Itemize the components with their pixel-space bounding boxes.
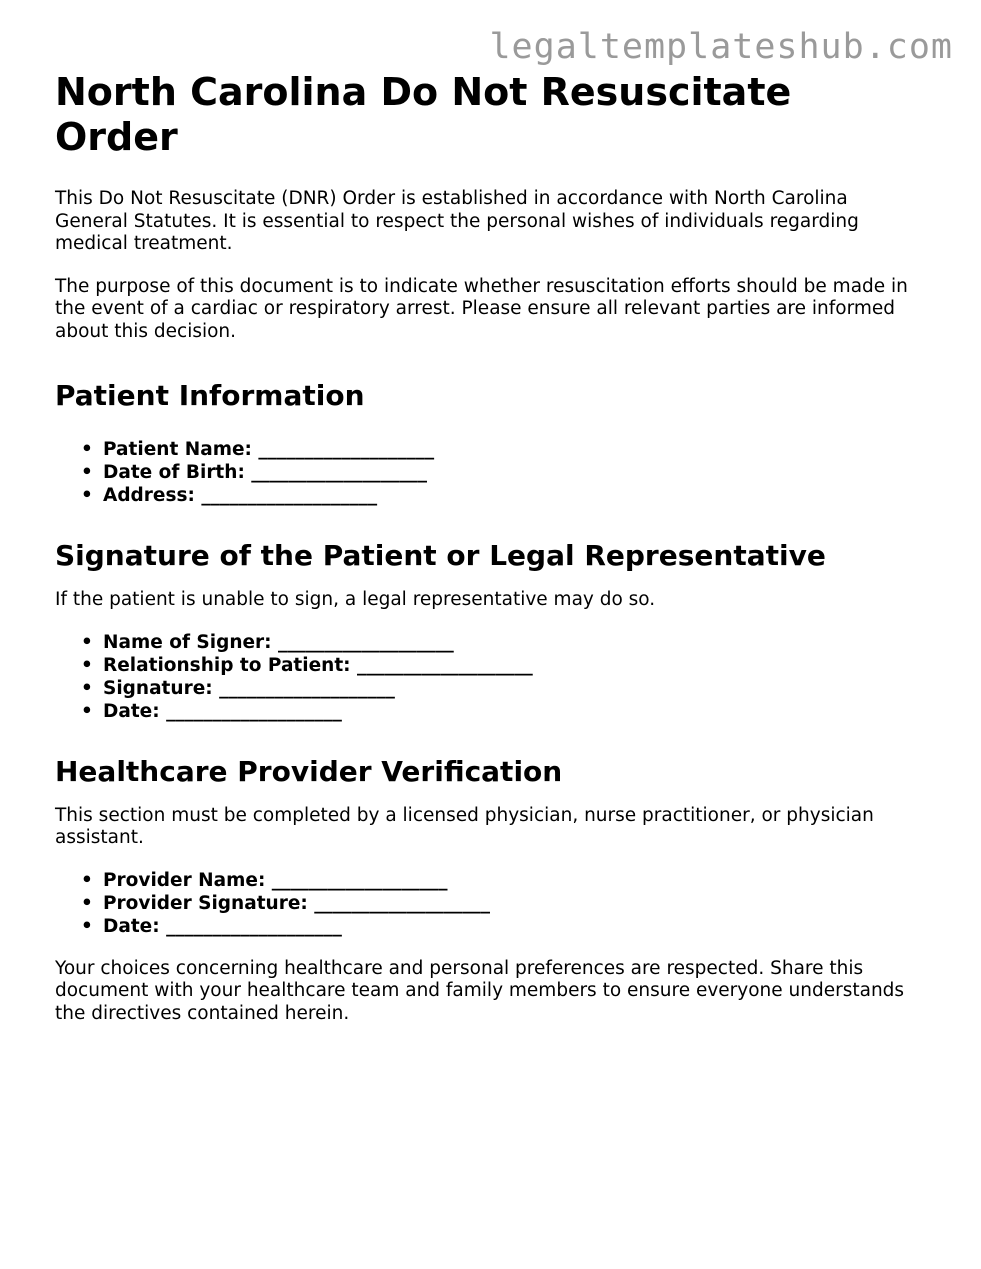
- signature-field: • Signature: ___________________: [103, 677, 925, 700]
- signature-section-heading: Signature of the Patient or Legal Representative: [55, 539, 826, 572]
- patient-information-heading: Patient Information: [55, 379, 365, 412]
- patient-name-field: • Patient Name: ___________________: [103, 438, 925, 461]
- name-of-signer-field: • Name of Signer: ___________________: [103, 631, 925, 654]
- document-title: North Carolina Do Not Resuscitate Order: [55, 70, 792, 159]
- provider-verification-note: This section must be completed by a licensed physician, nurse practitioner, or physician assistant.: [55, 804, 874, 848]
- patient-information-list: [55, 438, 925, 507]
- provider-date-field: • Date: ___________________: [103, 915, 925, 938]
- relationship-to-patient-field: • Relationship to Patient: ___________________: [103, 654, 925, 677]
- date-of-birth-field: • Date of Birth: ___________________: [103, 461, 925, 484]
- intro-paragraph-1: This Do Not Resuscitate (DNR) Order is established in accordance with North Carolina General Statutes. It is essential to respect the personal wishes of individuals regarding medical treatment.: [55, 188, 859, 254]
- closing-paragraph: Your choices concerning healthcare and personal preferences are respected. Share this document with your healthcare team and family members to ensure everyone understands the directives contained herein.: [55, 957, 905, 1024]
- intro-paragraph-2: The purpose of this document is to indicate whether resuscitation efforts should be made in the event of a cardiac or respiratory arrest. Please ensure all relevant parties are informed about this decision.: [55, 275, 908, 342]
- watermark: legaltemplateshub.com: [489, 27, 953, 67]
- signature-fields-list: [55, 631, 925, 723]
- provider-fields-list: [55, 869, 925, 938]
- signature-section-note: If the patient is unable to sign, a legal representative may do so.: [55, 589, 656, 610]
- provider-signature-field: • Provider Signature: ___________________: [103, 892, 925, 915]
- document-page: [55, 70, 925, 1025]
- provider-name-field: • Provider Name: ___________________: [103, 869, 925, 892]
- signature-date-field: • Date: ___________________: [103, 700, 925, 723]
- provider-verification-heading: Healthcare Provider Verification: [55, 754, 563, 788]
- address-field: • Address: ___________________: [103, 484, 925, 507]
